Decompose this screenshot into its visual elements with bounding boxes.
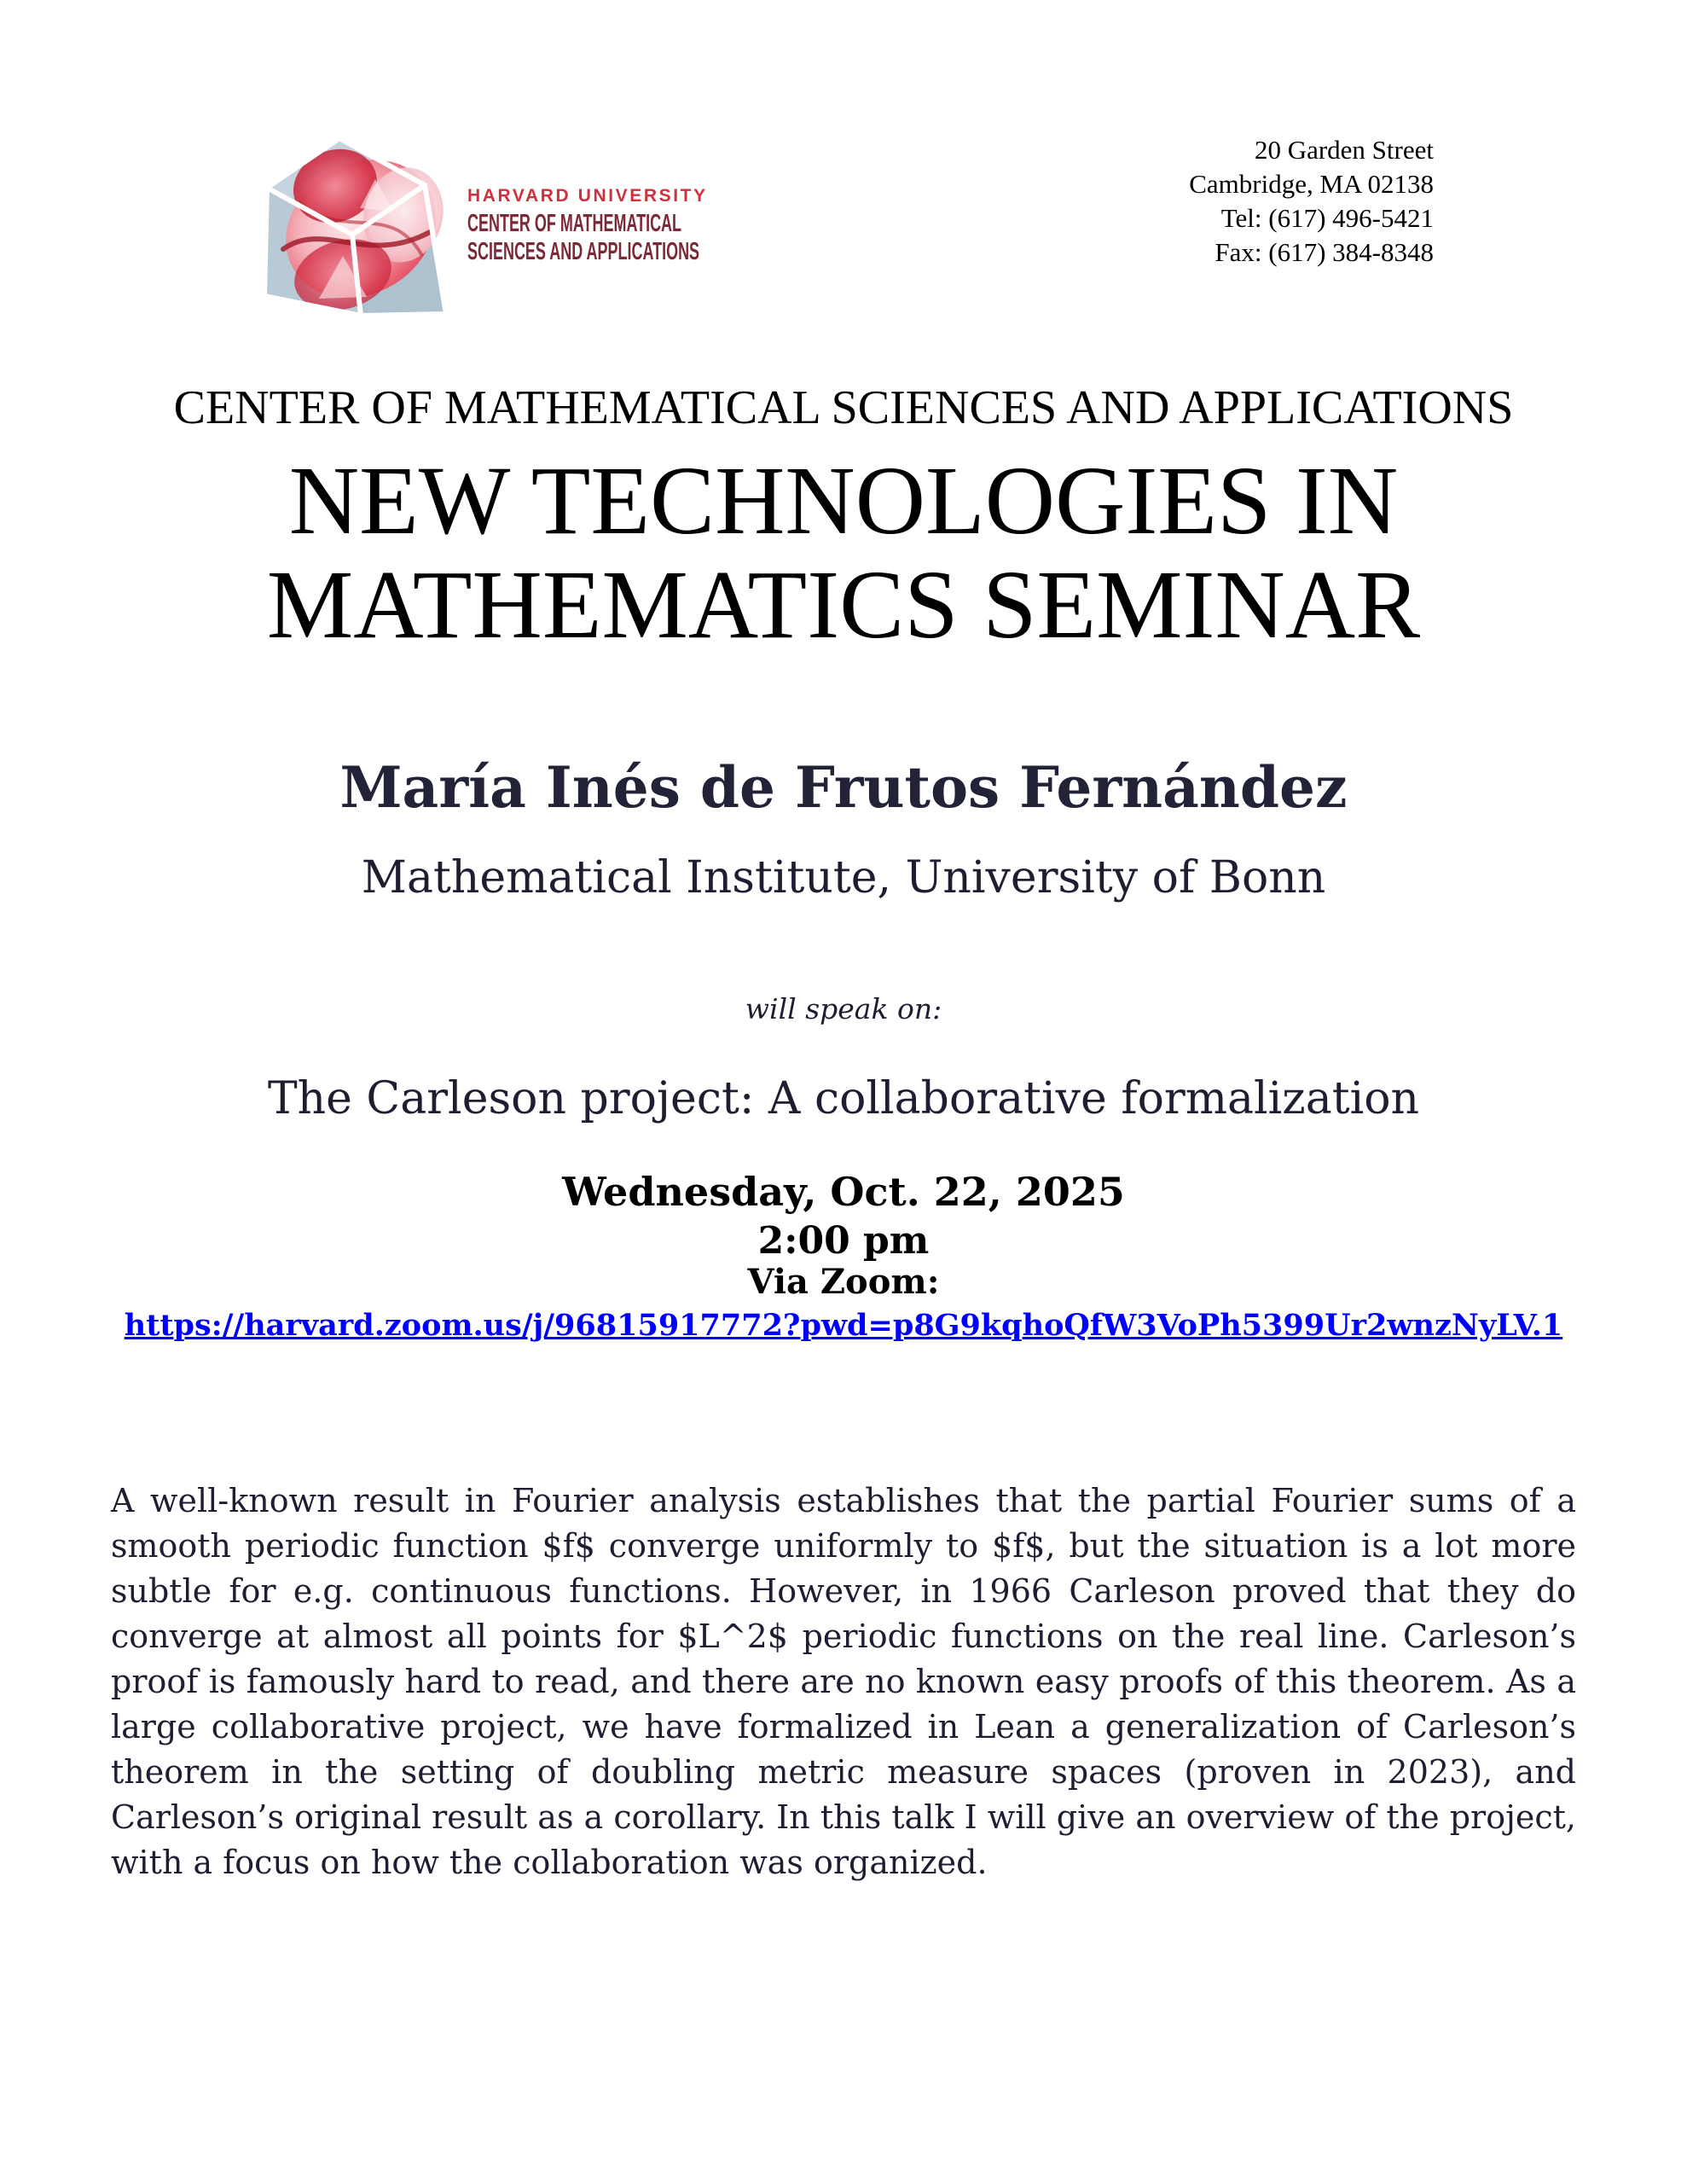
address-city: Cambridge, MA 02138 bbox=[1189, 169, 1434, 199]
logo-center-line2: SCIENCES AND APPLICATIONS bbox=[467, 238, 700, 265]
event-via-label: Via Zoom: bbox=[747, 1262, 940, 1302]
zoom-link-row bbox=[0, 1307, 1687, 1350]
lead-in-text: will speak on: bbox=[745, 992, 942, 1025]
speaker-name: María Inés de Frutos Fernández bbox=[339, 754, 1348, 821]
seminar-title-line2: MATHEMATICS SEMINAR bbox=[266, 550, 1421, 659]
address-fax: Fax: (617) 384-8348 bbox=[1215, 237, 1434, 267]
logo-university-line: HARVARD UNIVERSITY bbox=[467, 186, 708, 206]
logo-center-lines bbox=[467, 210, 699, 266]
event-date: Wednesday, Oct. 22, 2025 bbox=[562, 1169, 1125, 1215]
contact-address bbox=[1189, 133, 1434, 270]
zoom-meeting-link[interactable]: https://harvard.zoom.us/j/96815917772?pwd=p8G9kqhoQfW3VoPh5399Ur2wnzNyLV.1 bbox=[124, 1308, 1563, 1343]
event-time: 2:00 pm bbox=[757, 1219, 930, 1263]
address-street: 20 Garden Street bbox=[1254, 135, 1434, 165]
cmsa-logo bbox=[247, 119, 842, 333]
seminar-title bbox=[0, 446, 1687, 659]
speaker-affiliation: Mathematical Institute, University of Bonn bbox=[361, 852, 1326, 903]
logo-center-line1: CENTER OF MATHEMATICAL bbox=[467, 210, 682, 237]
cmsa-logo-text bbox=[467, 186, 842, 266]
abstract-text: A well-known result in Fourier analysis establishes that the partial Fourier sums of a smooth periodic function $f$ converge uniformly to $f$, but the situation is a lot more subtle for e.g. continuous functions. However, in 1966 Carleson proved that they do converge at almost all points for $L^2$ periodic functions on the real line. Carleson’s proof is famously hard to read, and there are no known easy proofs of this theorem. As a large collaborative project, we have formalized in Lean a generalization of Carleson’s theorem in the setting of doubling metric measure spaces (proven in 2023), and Carleson’s original result as a corollary. In this talk I will give an overview of the project, with a focus on how the collaboration was organized. bbox=[111, 1482, 1576, 1881]
seminar-title-line1: NEW TECHNOLOGIES IN bbox=[288, 446, 1399, 555]
address-tel: Tel: (617) 496-5421 bbox=[1220, 203, 1434, 233]
org-title: CENTER OF MATHEMATICAL SCIENCES AND APPLICATIONS bbox=[173, 381, 1514, 434]
talk-title: The Carleson project: A collaborative formalization bbox=[267, 1073, 1420, 1124]
cmsa-cube-icon bbox=[247, 119, 461, 333]
